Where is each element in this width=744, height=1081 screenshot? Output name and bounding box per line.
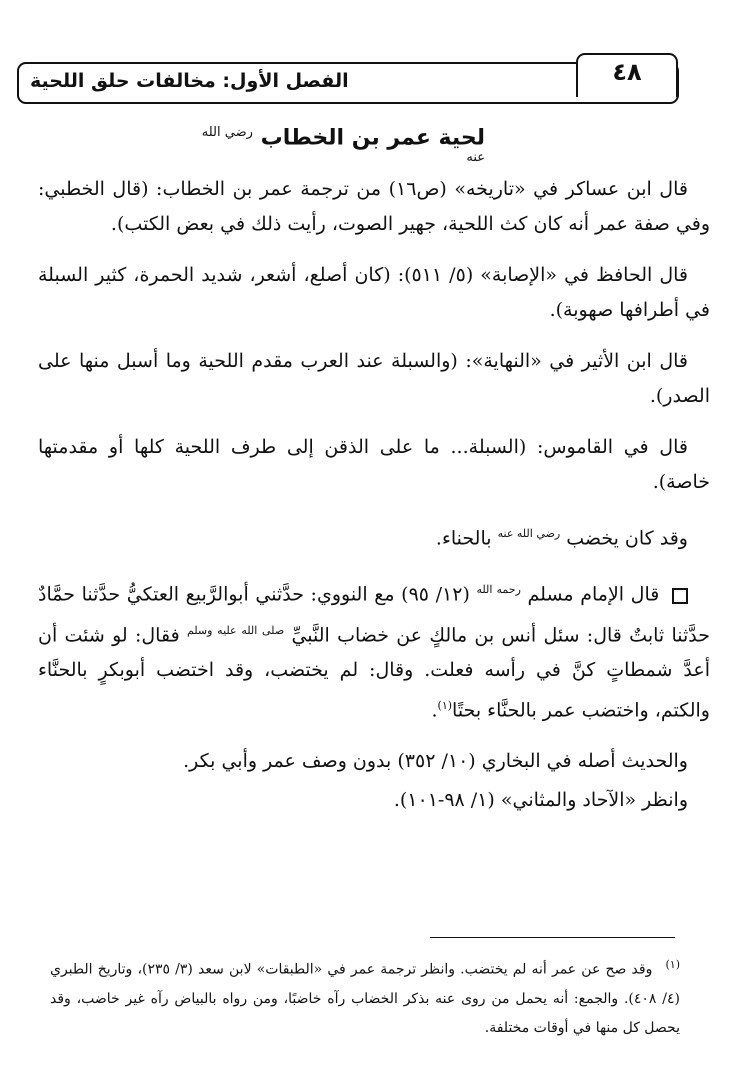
honorific-symbol: صلى الله عليه وسلم	[186, 623, 285, 637]
paragraph-ahad	[38, 783, 710, 818]
paragraph-text: بالحناء.	[435, 527, 492, 550]
paragraph-text: وانظر «الآحاد والمثاني» (١/ ٩٨-١٠١).	[393, 789, 688, 812]
paragraph-ibn-asakir	[38, 172, 710, 242]
square-bullet-icon	[672, 588, 688, 604]
paragraph-text: فقال: لو شئت أن أعدَّ شمطاتٍ كنَّ في رأسه فعلت. وقال: لم يختضب، وقد اختضب أبوبكرٍ بالحنَّاء والكتم، واختضب عمر بالحنَّاء بحتًا	[38, 623, 710, 722]
honorific-symbol: رحمه الله	[476, 583, 521, 597]
footnote-text: وقد صح عن عمر أنه لم يختضب. وانظر ترجمة عمر في «الطبقات» لابن سعد (٣/ ٢٣٥)، وتاريخ الطبري (٤/ ٤٠٨). والجمع: أنه يحمل من روى عنه بذكر الخضاب رآه خاضبًا، ومن رواه بالبياض رآه غير خاضب، وقد يحصل كل منها في أوقات مختلفة.	[50, 961, 680, 1036]
paragraph-al-qamus	[38, 430, 710, 500]
footnote-divider	[430, 937, 675, 938]
section-title-text: لحية عمر بن الخطاب	[260, 125, 485, 151]
main-text	[38, 172, 710, 822]
paragraph-al-nihaya	[38, 344, 710, 414]
paragraph-text: قال ابن عساكر في «تاريخه» (ص١٦) من ترجمة عمر بن الخطاب: (قال الخطبي: وفي صفة عمر أنه كان كث اللحية، جهير الصوت، رأيت ذلك في بعض الكتب).	[38, 178, 710, 235]
paragraph-text: قال في القاموس: (السبلة... ما على الذقن إلى طرف اللحية كلها أو مقدمتها خاصة).	[38, 436, 710, 493]
paragraph-text: قال الإمام مسلم	[527, 583, 660, 606]
footnote-reference[interactable]: (١)	[437, 698, 453, 712]
paragraph-text: والحديث أصله في البخاري (١٠/ ٣٥٢) بدون وصف عمر وأبي بكر.	[183, 750, 688, 773]
paragraph-henna	[38, 516, 710, 556]
section-title	[200, 125, 485, 176]
paragraph-text: قال الحافظ في «الإصابة» (٥/ ٥١١): (كان أصلع، أشعر، شديد الحمرة، كثير السبلة في أطرافها صهوبة).	[38, 264, 710, 321]
page-number: ٤٨	[612, 58, 642, 86]
footnote-1	[50, 950, 680, 1043]
paragraph-text: وقد كان يخضب	[566, 527, 688, 550]
paragraph-text: .	[431, 699, 438, 722]
footnote-marker: (١)	[665, 958, 681, 971]
paragraph-text: (١٢/ ٩٥) مع النووي: حدَّثني أبوالرَّبيع العتكيُّ حدَّثنا حمَّادٌ حدَّثنا ثابتٌ قال: سئل أنس بن مالكٍ عن خضاب النَّبيِّ	[38, 583, 710, 646]
paragraph-text: قال ابن الأثير في «النهاية»: (والسبلة عند العرب مقدم اللحية وما أسبل منها على الصدر).	[38, 350, 710, 407]
paragraph-al-isaba	[38, 258, 710, 328]
paragraph-bukhari	[38, 744, 710, 779]
footnotes	[50, 950, 680, 1043]
running-header-title: الفصل الأول: مخالفات حلق اللحية	[30, 70, 349, 92]
honorific-symbol: رضي الله عنه	[201, 125, 485, 166]
honorific-symbol: رضي الله عنه	[497, 527, 561, 540]
paragraph-muslim-hadith	[38, 572, 710, 728]
